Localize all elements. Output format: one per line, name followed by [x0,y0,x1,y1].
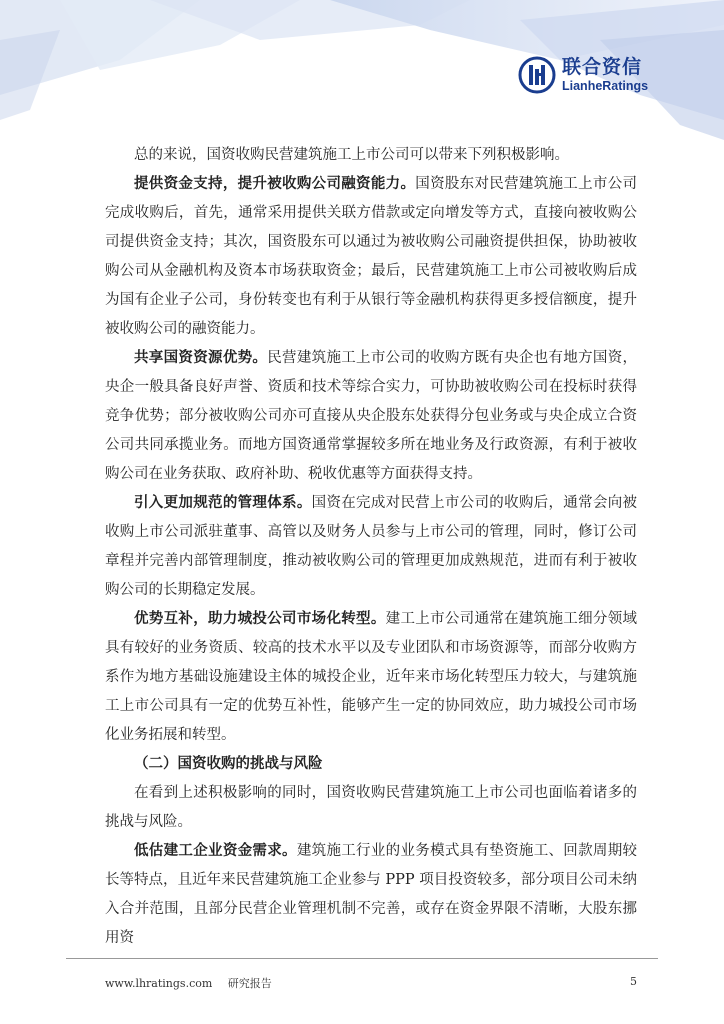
paragraph-lead: 引入更加规范的管理体系。 [134,495,312,511]
company-logo [518,56,648,94]
intro-paragraph: 总的来说，国资收购民营建筑施工上市公司可以带来下列积极影响。 [134,147,569,163]
section-intro-paragraph: 在看到上述积极影响的同时，国资收购民营建筑施工上市公司也面临着诸多的挑战与风险。 [105,785,637,830]
paragraph-underestimated-capital [105,837,637,953]
footer-website: www.lhratings.com [105,977,213,990]
paragraph-complementary-advantages [105,605,637,750]
section-heading: （二）国资收购的挑战与风险 [134,756,323,772]
paragraph-lead: 提供资金支持，提升被收购公司融资能力。 [134,176,416,192]
paragraph-text: 国资股东对民营建筑施工上市公司完成收购后，首先，通常采用提供关联方借款或定向增发等方式，直接向被收购公司提供资金支持；其次，国资股东可以通过为被收购公司融资提供担保，协助被收购公司从金融机构及资本市场获取资金；最后，民营建筑施工上市公司被收购后成为国有企业子公司，身份转变也有利于从银行等金融机构获得更多授信额度，提升被收购公司的融资能力。 [105,176,638,337]
lianhe-logo-icon [518,56,556,94]
logo-chinese-name: 联合资信 [562,55,643,78]
logo-english-name: LianheRatings [562,78,649,93]
footer-divider [66,958,658,959]
paragraph-text: 国资在完成对民营上市公司的收购后，通常会向被收购上市公司派驻董事、高管以及财务人员参与上市公司的管理，同时，修订公司章程并完善内部管理制度，推动被收购公司的管理更加成熟规范，进而有利于被收购公司的长期稳定发展。 [105,495,638,598]
paragraph-text: 建筑施工行业的业务模式具有垫资施工、回款周期较长等特点，且近年来民营建筑施工企业参与 PPP 项目投资较多，部分项目公司未纳入合并范围，且部分民营企业管理机制不完善，或存在资金界限不清晰，大股东挪用资 [105,843,638,946]
paragraph-lead: 低估建工企业资金需求。 [134,843,297,859]
paragraph-lead: 优势互补，助力城投公司市场化转型。 [134,611,386,627]
paragraph-management-system [105,489,637,605]
page-number: 5 [630,975,637,988]
document-body [105,141,637,953]
paragraph-shared-resources [105,344,637,489]
page-footer [105,975,637,991]
paragraph-text: 建工上市公司通常在建筑施工细分领域具有较好的业务资质、较高的技术水平以及专业团队和市场资源等，而部分收购方系作为地方基础设施建设主体的城投企业，近年来市场化转型压力较大，与建筑施工上市公司具有一定的优势互补性，能够产生一定的协同效应，助力城投公司市场化业务拓展和转型。 [105,611,638,743]
paragraph-lead: 共享国资资源优势。 [134,350,268,366]
paragraph-funding-support [105,170,637,344]
paragraph-text: 民营建筑施工上市公司的收购方既有央企也有地方国资，央企一般具备良好声誉、资质和技术等综合实力，可协助被收购公司在投标时获得竞争优势；部分被收购公司亦可直接从央企股东处获得分包业务或与央企成立合资公司共同承揽业务。而地方国资通常掌握较多所在地业务及行政资源，有利于被收购公司在业务获取、政府补助、税收优惠等方面获得支持。 [105,350,638,482]
footer-report-type: 研究报告 [227,977,272,990]
